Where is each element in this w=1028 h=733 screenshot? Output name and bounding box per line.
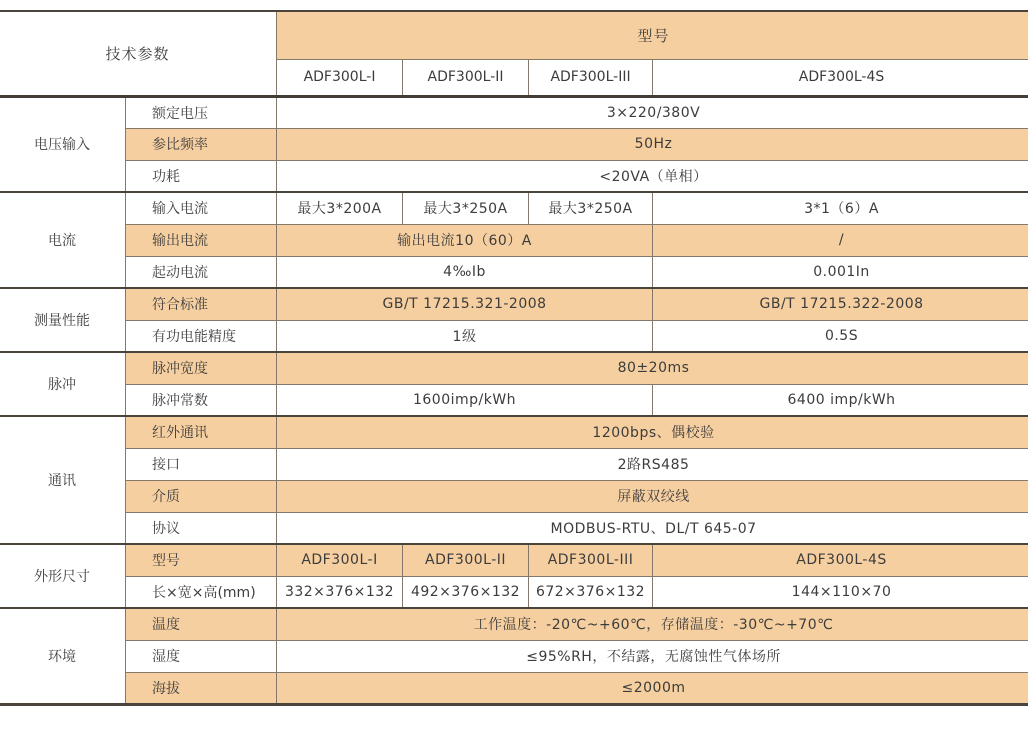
param-value: 最大3*200A [277, 192, 403, 224]
table-row [0, 128, 1028, 160]
group-label-environment: 环境 [0, 608, 126, 704]
spec-table [0, 10, 1028, 706]
param-value: 50Hz [277, 128, 1028, 160]
param-label: 湿度 [126, 640, 277, 672]
param-value: 1600imp/kWh [277, 384, 653, 416]
table-row [0, 320, 1028, 352]
param-label: 起动电流 [126, 256, 277, 288]
param-value: 2路RS485 [277, 448, 1028, 480]
param-value: 144×110×70 [653, 576, 1028, 608]
group-label-voltage-input: 电压输入 [0, 96, 126, 192]
table-row [0, 576, 1028, 608]
param-value: ADF300L-4S [653, 544, 1028, 576]
table-row [0, 544, 1028, 576]
param-value: / [653, 224, 1028, 256]
param-label: 温度 [126, 608, 277, 640]
group-label-current: 电流 [0, 192, 126, 288]
param-label: 功耗 [126, 160, 277, 192]
param-value: 3×220/380V [277, 96, 1028, 128]
param-value: 0.001In [653, 256, 1028, 288]
table-row [0, 96, 1028, 128]
param-value: ≤2000m [277, 672, 1028, 704]
group-label-communication: 通讯 [0, 416, 126, 544]
param-value: MODBUS-RTU、DL/T 645-07 [277, 512, 1028, 544]
table-row [0, 160, 1028, 192]
param-value: 1级 [277, 320, 653, 352]
param-label: 接口 [126, 448, 277, 480]
header-row-model [0, 11, 1028, 59]
param-label: 协议 [126, 512, 277, 544]
table-row [0, 256, 1028, 288]
param-value: 80±20ms [277, 352, 1028, 384]
param-label: 符合标准 [126, 288, 277, 320]
model-column-header: ADF300L-4S [653, 59, 1028, 96]
param-value: GB/T 17215.322-2008 [653, 288, 1028, 320]
param-value: ADF300L-I [277, 544, 403, 576]
param-value: ≤95%RH，不结露，无腐蚀性气体场所 [277, 640, 1028, 672]
table-row [0, 224, 1028, 256]
table-row [0, 608, 1028, 640]
table-row [0, 384, 1028, 416]
param-label: 红外通讯 [126, 416, 277, 448]
group-label-dimensions: 外形尺寸 [0, 544, 126, 608]
param-value: 0.5S [653, 320, 1028, 352]
param-label: 介质 [126, 480, 277, 512]
param-value: 屏蔽双绞线 [277, 480, 1028, 512]
group-label-measurement: 测量性能 [0, 288, 126, 352]
param-label: 有功电能精度 [126, 320, 277, 352]
param-value: ADF300L-II [403, 544, 529, 576]
param-label: 海拔 [126, 672, 277, 704]
param-value: <20VA（单相） [277, 160, 1028, 192]
table-row [0, 448, 1028, 480]
table-header [0, 11, 1028, 96]
param-value: ADF300L-III [529, 544, 653, 576]
param-value: 672×376×132 [529, 576, 653, 608]
param-value: 332×376×132 [277, 576, 403, 608]
model-column-header: ADF300L-I [277, 59, 403, 96]
param-label: 输出电流 [126, 224, 277, 256]
param-label: 型号 [126, 544, 277, 576]
param-label: 脉冲宽度 [126, 352, 277, 384]
table-row [0, 288, 1028, 320]
table-row [0, 672, 1028, 704]
param-label: 长×宽×高(mm) [126, 576, 277, 608]
param-value: 工作温度：-20℃~+60℃，存储温度：-30℃~+70℃ [277, 608, 1028, 640]
param-value: GB/T 17215.321-2008 [277, 288, 653, 320]
table-row [0, 480, 1028, 512]
table-row [0, 512, 1028, 544]
param-label: 输入电流 [126, 192, 277, 224]
param-value: 输出电流10（60）A [277, 224, 653, 256]
param-value: 4‰Ib [277, 256, 653, 288]
param-value: 1200bps、偶校验 [277, 416, 1028, 448]
table-row [0, 640, 1028, 672]
tech-params-header: 技术参数 [0, 11, 277, 96]
table-row [0, 192, 1028, 224]
param-value: 3*1（6）A [653, 192, 1028, 224]
table-body [0, 96, 1028, 704]
param-value: 最大3*250A [403, 192, 529, 224]
param-label: 参比频率 [126, 128, 277, 160]
param-value: 6400 imp/kWh [653, 384, 1028, 416]
model-header: 型号 [277, 11, 1028, 59]
model-column-header: ADF300L-III [529, 59, 653, 96]
param-label: 脉冲常数 [126, 384, 277, 416]
group-label-pulse: 脉冲 [0, 352, 126, 416]
table-row [0, 416, 1028, 448]
param-value: 最大3*250A [529, 192, 653, 224]
param-value: 492×376×132 [403, 576, 529, 608]
model-column-header: ADF300L-II [403, 59, 529, 96]
param-label: 额定电压 [126, 96, 277, 128]
table-row [0, 352, 1028, 384]
